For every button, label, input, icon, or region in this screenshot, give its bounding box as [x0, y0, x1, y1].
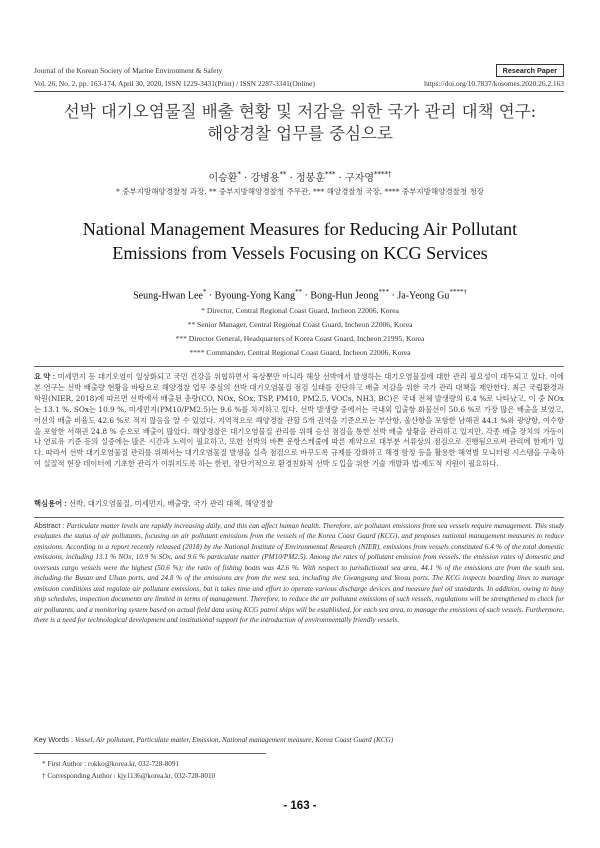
korean-keywords-label: 핵심용어 :: [34, 499, 67, 508]
author-mark: ****†: [374, 170, 392, 179]
english-title-line2: Emissions from Vessels Focusing on KCG Services: [112, 243, 488, 263]
author-separator: ·: [240, 173, 251, 184]
author-separator: ·: [388, 290, 398, 302]
korean-author: 이승환: [208, 173, 238, 184]
author-mark: *: [202, 288, 207, 296]
korean-author: 구자영: [345, 173, 375, 184]
english-author: Byoung-Yong Kang: [214, 290, 296, 302]
korean-affiliations: * 중부지방해양경찰청 과장, ** 중부지방해양경찰청 주무관, *** 해양경찰청 국장, **** 중부지방해양경찰청 청장: [116, 187, 484, 196]
english-keywords-text: Vessel, Air pollutant, Particulate matter, Emission, National management measure, Korea Coast Guard (KCG): [74, 736, 394, 744]
english-affiliation: **** Commander, Central Regional Coast Guard, Incheon 22006, Korea: [189, 348, 411, 357]
korean-keywords-text: 선박, 대기오염물질, 미세먼지, 배출량, 국가 관리 대책, 해양경찰: [68, 499, 274, 508]
footnote-corresponding-author: † Corresponding Author : kjy1136@korea.kr, 032-728-8010: [42, 772, 216, 780]
korean-abstract: [34, 372, 564, 470]
korean-abstract-label: 요 약 :: [34, 372, 56, 381]
english-authors: [0, 288, 600, 301]
english-keywords: [34, 735, 564, 744]
english-author: Seung-Hwan Lee: [133, 290, 203, 302]
english-author: Ja-Yeong Gu: [397, 290, 450, 302]
korean-title-line2: 해양경찰 업무를 중심으로: [207, 124, 393, 143]
article-type-badge: Research Paper: [496, 64, 564, 77]
author-separator: ·: [206, 290, 215, 302]
author-mark: *: [237, 170, 241, 179]
author-mark: ***: [378, 288, 389, 296]
author-mark: ***: [325, 170, 336, 179]
korean-keywords: [34, 499, 564, 509]
english-affiliation: ** Senior Manager, Central Regional Coast Guard, Incheon 22006, Korea: [187, 320, 413, 329]
english-affiliation: *** Director General, Headquarters of Korea Coast Guard, Incheon 21995, Korea: [175, 334, 425, 343]
page-number: - 163 -: [283, 800, 317, 812]
english-affiliation: * Director, Central Regional Coast Guard, Incheon 22006, Korea: [201, 306, 399, 315]
author-mark: **: [295, 288, 303, 296]
author-separator: ·: [335, 173, 346, 184]
korean-abstract-text: 미세먼지 등 대기오염이 일상화되고 국민 건강을 위협하면서 육상뿐만 아니라 해상 선박에서 발생하는 대기오염물질에 대한 관리 필요성이 대두되고 있다. 이에 본 연구는 선박 배출량 현황을 바탕으로 해양경찰 업무 중심의 선박 대기오염물질 점검 실태를 진단하고 배출 저감을 위한 국가 관리 대책을 제안한다. 최근 국립환경과학원(NIER, 2018)에 따르면 선박에서 배출된 총량(CO, NOx, SOx, TSP, PM10, PM2.5, VOCs, NH3, BC)은 국내 전체 발생량의 6.4 %로 나타났고, 이 중 NOx는 13.1 %, SOx는 10.9 %, 미세먼지(PM10/PM2.5)는 9.6 %를 차지하고 있다. 선박 발생량 중에서는 국내외 입출항 화물선이 50.6 %로 가장 많은 배출을 보였고, 어선의 배출 비율도 42.6 %로 적지 않음을 알 수 있었다. 지역적으로 해양경찰 관할 5개 권역을 기준으로는 부산항, 울산항을 포함한 남해권 44.1 %와 광양항, 여수항을 포함한 서해권 24.8 % 순으로 배출이 많았다. 해양경찰은 대기오염물질 관리를 위해 승선 점검을 통한 선박 배출 상황을 관리하고 있지만, 각종 배출 장치의 가동이나 연료유 기준 등의 실증에는 많은 시간과 노력이 필요하고, 또한 선박의 바쁜 운항스케줄에 따른 제약으로 대부분 서류상의 점검으로 진행됨으로써 관리에 한계가 있다. 따라서 선박 대기오염물질 관리를 위해서는 대기오염물질 발생을 실측 점검으로 바꾸도록 규제를 강화하고 해경 함정 등을 활용한 해역별 모니터링 시스템을 구축하여 실질적 현장 데이터에 기초한 관리가 이뤄지도록 하는 한편, 장단기적으로 환경친화적 선박 도입을 위한 기술 개발과 법·제도적 지원이 필요하다.: [34, 372, 564, 469]
author-mark: ****†: [449, 288, 467, 296]
english-title-line1: National Management Measures for Reducing Air Pollutant: [82, 219, 518, 239]
korean-author: 정봉훈: [296, 173, 325, 184]
volume-info: Vol. 26, No. 2, pp. 163-174, April 30, 2020, ISSN 1229-3431(Print) / ISSN 2287-3341(Online): [34, 79, 315, 88]
english-author: Bong-Hun Jeong: [310, 290, 379, 302]
section-rule: [34, 517, 564, 518]
korean-authors: [0, 169, 600, 184]
korean-title-line1: 선박 대기오염물질 배출 현황 및 저감을 위한 국가 관리 대책 연구:: [63, 102, 537, 121]
footnote-first-author: * First Author : rokko@korea.kr, 032-728-8091: [42, 760, 180, 768]
doi-link[interactable]: https://doi.org/10.7837/kosomes.2020.26.2.163: [424, 79, 564, 88]
english-keywords-label: Key Words :: [34, 735, 74, 744]
footnote-rule: [34, 753, 266, 754]
korean-author: 강병용: [250, 173, 280, 184]
english-abstract: [34, 521, 564, 626]
author-separator: ·: [286, 173, 297, 184]
section-rule: [34, 366, 564, 367]
journal-name: Journal of the Korean Society of Marine Environment & Safety: [34, 66, 223, 75]
author-mark: **: [279, 170, 287, 179]
english-abstract-label: Abstract :: [34, 521, 65, 530]
header-rule: [34, 91, 564, 92]
english-abstract-text: Particulate matter levels are rapidly increasing daily, and this can affect human health. Therefore, air pollutant emissions from sea vessels require management. This study evaluates the status of air pollutants, focusing on air pollutant emissions from the vessels of the Korea Coast Guard (KCG), and proposes national management measures to reduce emissions. According to a report recently released (2018) by the National Institute of Environmental Research (NIER), emissions from vessels constituted 6.4 % of the total domestic emissions, including 13.1 % NOx, 10.9 % SOx, and 9.6 % particulate matter (PM10/PM2.5). Among the rates of pollutant emission from vessels, the emission rates of domestic and overseas cargo vessels were the highest (50.6 %); the ratio of fishing boats was 42.6 %. With respect to jurisdictional sea area, 44.1 % of the emissions are from the south sea, including the Busan and Ulsan ports, and 24.8 % of the emissions are from the west sea, including the Gwangyang and Yeosu ports. The KCG inspects boarding lines to manage emission conditions and regulate air pollutant emissions, but it takes time and effort to operate various discharge devices and measure fuel oil standards. In addition, owing to busy ship schedules, inspection documents are limited in terms of management. Therefore, to reduce the air pollutant emissions of such vessels, regulations will be strengthened to check for air pollutants, and a monitoring system based on actual field data using KCG patrol ships will be established, for each sea area, to manage the emissions of such vessels. Furthermore, there is a need for technological development and institutional support for the introduction of environmentally friendly vessels.: [34, 522, 565, 625]
author-separator: ·: [302, 290, 311, 302]
